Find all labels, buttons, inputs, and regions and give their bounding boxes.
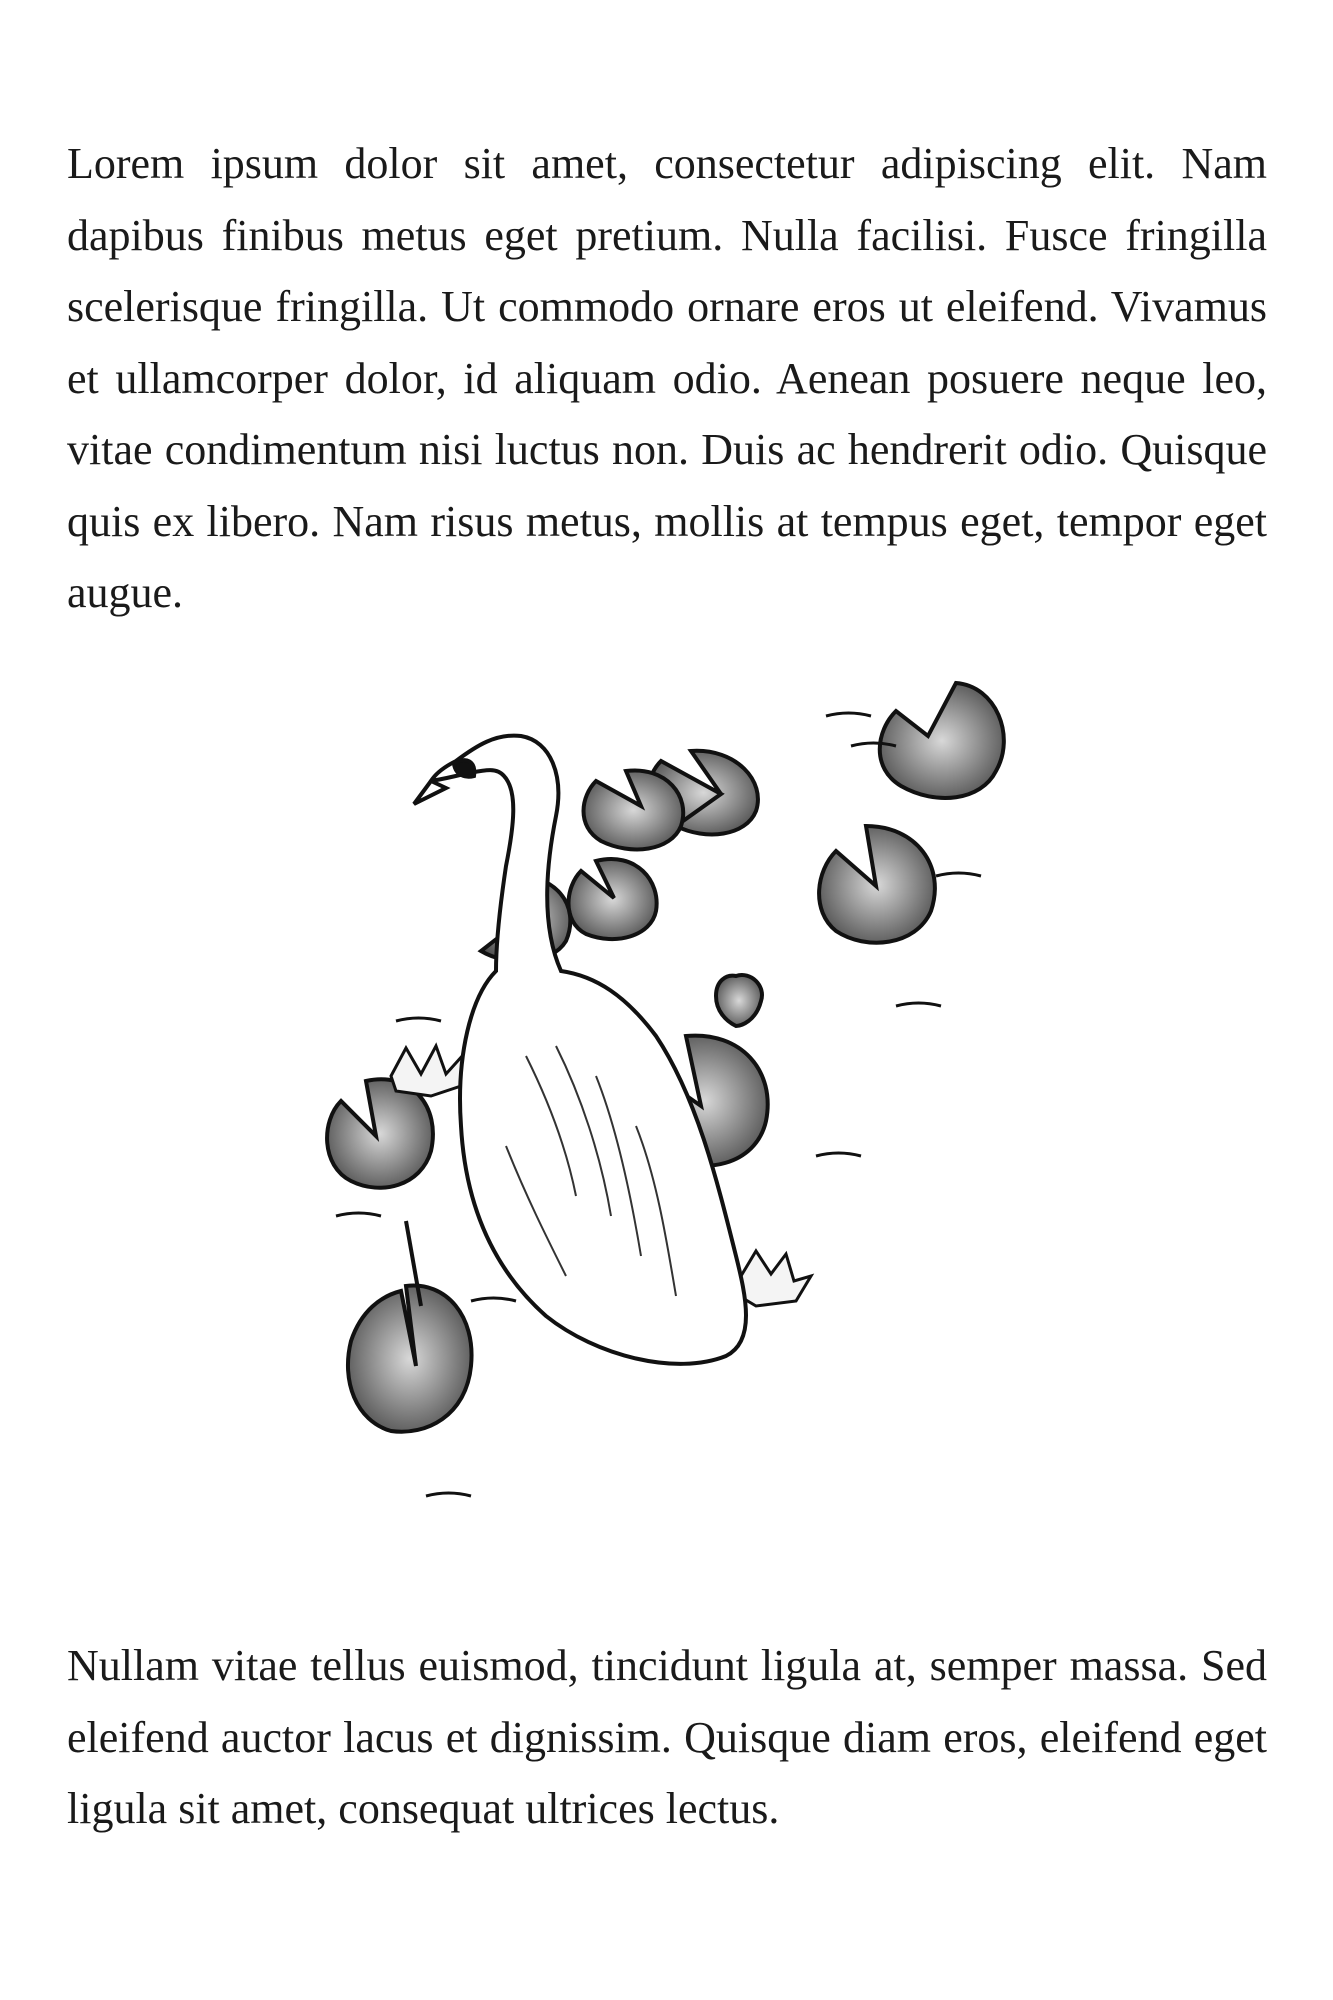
swan-illustration — [296, 676, 1036, 1606]
swan-drawing-icon — [296, 676, 1036, 1606]
paragraph-closing: Nullam vitae tellus euismod, tincidunt ligula at, semper massa. Sed eleifend auctor lacus et dignissim. Quisque diam eros, eleifend eget ligula sit amet, consequat ultrices lectus. — [67, 1641, 1267, 1833]
paragraph-intro: Lorem ipsum dolor sit amet, consectetur adipiscing elit. Nam dapibus finibus metus eget pretium. Nulla facilisi. Fusce fringilla scelerisque fringilla. Ut commodo ornare eros ut eleifend. Vivamus et ullamcorper dolor, id aliquam odio. Aenean posuere neque leo, vitae condimentum nisi luctus non. Duis ac hendrerit odio. Quisque quis ex libero. Nam risus metus, mollis at tempus eget, tempor eget augue. — [67, 139, 1267, 617]
